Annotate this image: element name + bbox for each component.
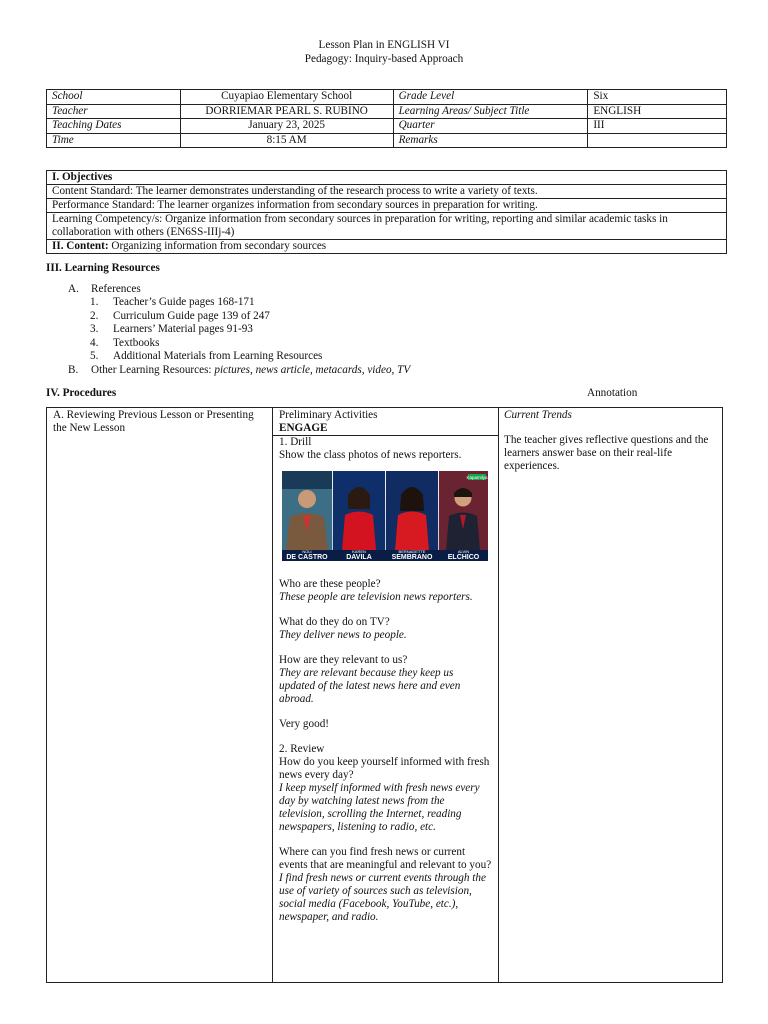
label-teacher: Teacher [47, 104, 181, 119]
resources-b-items: pictures, news article, metacards, video, TV [214, 364, 411, 376]
content-standard: Content Standard: The learner demonstrates understanding of the research process to write a variety of texts. [47, 185, 726, 199]
content-row [47, 240, 726, 253]
value-grade-level: Six [588, 90, 727, 105]
activity-column [273, 408, 498, 982]
resources-b-row [91, 364, 410, 377]
ref-text: Teacher’s Guide pages 168-171 [113, 296, 255, 308]
reporter-caption-3: BERNADETTE SEMBRANO [391, 549, 433, 561]
ref-number: 4. [90, 336, 99, 349]
annotation-title: Current Trends [504, 409, 572, 421]
question-5: Where can you find fresh news or current events that are meaningful and relevant to you? [279, 846, 492, 871]
reporter-caption-2: KAREN DAVILA [346, 549, 372, 561]
resources-heading: III. Learning Resources [46, 262, 160, 274]
label-time: Time [47, 133, 181, 148]
answer-1: These people are television news reporters. [279, 591, 473, 603]
news-reporters-image [282, 471, 488, 561]
question-4: How do you keep yourself informed with fresh news every day? [279, 756, 490, 781]
objectives-box [46, 170, 727, 254]
label-teaching-dates: Teaching Dates [47, 119, 181, 134]
engage-label: ENGAGE [273, 422, 498, 436]
list-item [90, 350, 323, 364]
value-teaching-dates: January 23, 2025 [180, 119, 393, 134]
ref-number: 5. [90, 350, 99, 362]
value-remarks [588, 133, 727, 148]
content-value: Organizing information from secondary sources [108, 240, 327, 252]
ref-number: 1. [90, 296, 99, 308]
drill-heading: 1. Drill [279, 436, 312, 448]
review-heading: 2. Review [279, 743, 325, 755]
praise-text: Very good! [279, 718, 330, 730]
learning-competency: Learning Competency/s: Organize information from secondary sources in preparation for writing, reporting and similar academic tasks in collaboration with others (EN6SS-IIIj-4) [47, 213, 726, 240]
performance-standard: Performance Standard: The learner organizes information from secondary sources in preparation for writing. [47, 199, 726, 213]
list-item [90, 309, 270, 324]
list-item [90, 296, 255, 310]
ref-text: Learners’ Material pages 91-93 [113, 323, 253, 335]
ref-number: 2. [90, 309, 99, 322]
header-row-school [47, 90, 727, 105]
reporter-caption-1: NOLI DE CASTRO [286, 549, 328, 561]
label-school: School [47, 90, 181, 105]
value-quarter: III [588, 119, 727, 134]
question-2: What do they do on TV? [279, 616, 390, 628]
answer-5: I find fresh news or current events through the use of variety of sources such as television, social media (Facebook, YouTube, etc.), newspaper, and radio. [279, 872, 486, 923]
label-learning-area: Learning Areas/ Subject Title [393, 104, 588, 119]
resources-b-label: Other Learning Resources: [91, 364, 215, 376]
annotation-column [504, 409, 718, 982]
drill-qa [279, 578, 492, 924]
header-row-teacher [47, 104, 727, 119]
annotation-text: The teacher gives reflective questions and the learners answer base on their real-life experiences. [504, 434, 709, 472]
drill-instruction: Show the class photos of news reporters. [279, 449, 462, 461]
procedures-table [46, 407, 723, 983]
ref-text: Textbooks [113, 336, 160, 349]
ref-text: Curriculum Guide page 139 of 247 [113, 309, 270, 322]
resources-a-marker: A. [68, 283, 79, 295]
ref-number: 3. [90, 323, 99, 335]
value-learning-area: ENGLISH [588, 104, 727, 119]
value-school: Cuyapiao Elementary School [180, 90, 393, 105]
label-remarks: Remarks [393, 133, 588, 148]
question-1: Who are these people? [279, 578, 381, 590]
annotation-heading: Annotation [587, 387, 638, 399]
value-time: 8:15 AM [180, 133, 393, 148]
content-label: II. Content: [52, 240, 109, 252]
header-row-time [47, 133, 727, 148]
objectives-heading: I. Objectives [52, 171, 113, 183]
ref-text: Additional Materials from Learning Resources [113, 350, 323, 362]
value-teacher: DORRIEMAR PEARL S. RUBINO [180, 104, 393, 119]
label-grade-level: Grade Level [393, 90, 588, 105]
page-subtitle: Pedagogy: Inquiry-based Approach [304, 53, 464, 65]
list-item [90, 336, 160, 351]
answer-2: They deliver news to people. [279, 629, 407, 641]
header-table [46, 89, 727, 148]
resources-a-label: References [91, 283, 141, 295]
label-quarter: Quarter [393, 119, 588, 134]
answer-3: They are relevant because they keep us updated of the latest news here and even abroad. [279, 667, 461, 705]
answer-4: I keep myself informed with fresh news every day by watching latest news from the television, scrolling the Internet, reading newspapers, listening to radio, etc. [279, 782, 480, 833]
resources-b-marker: B. [68, 364, 79, 376]
reporter-caption-4: ALVIN ELCHICO [447, 549, 480, 561]
procedures-heading: IV. Procedures [46, 387, 117, 399]
header-row-dates [47, 119, 727, 134]
question-3: How are they relevant to us? [279, 654, 408, 666]
network-logo: Kapamilya [466, 475, 488, 480]
preliminary-activities: Preliminary Activities [279, 409, 378, 421]
list-item [90, 323, 253, 337]
news-reporters-photo [282, 471, 488, 561]
page-title: Lesson Plan in ENGLISH VI [318, 39, 450, 51]
reference-list [90, 296, 323, 364]
procedure-step-cell: A. Reviewing Previous Lesson or Presenting the New Lesson [53, 409, 254, 434]
